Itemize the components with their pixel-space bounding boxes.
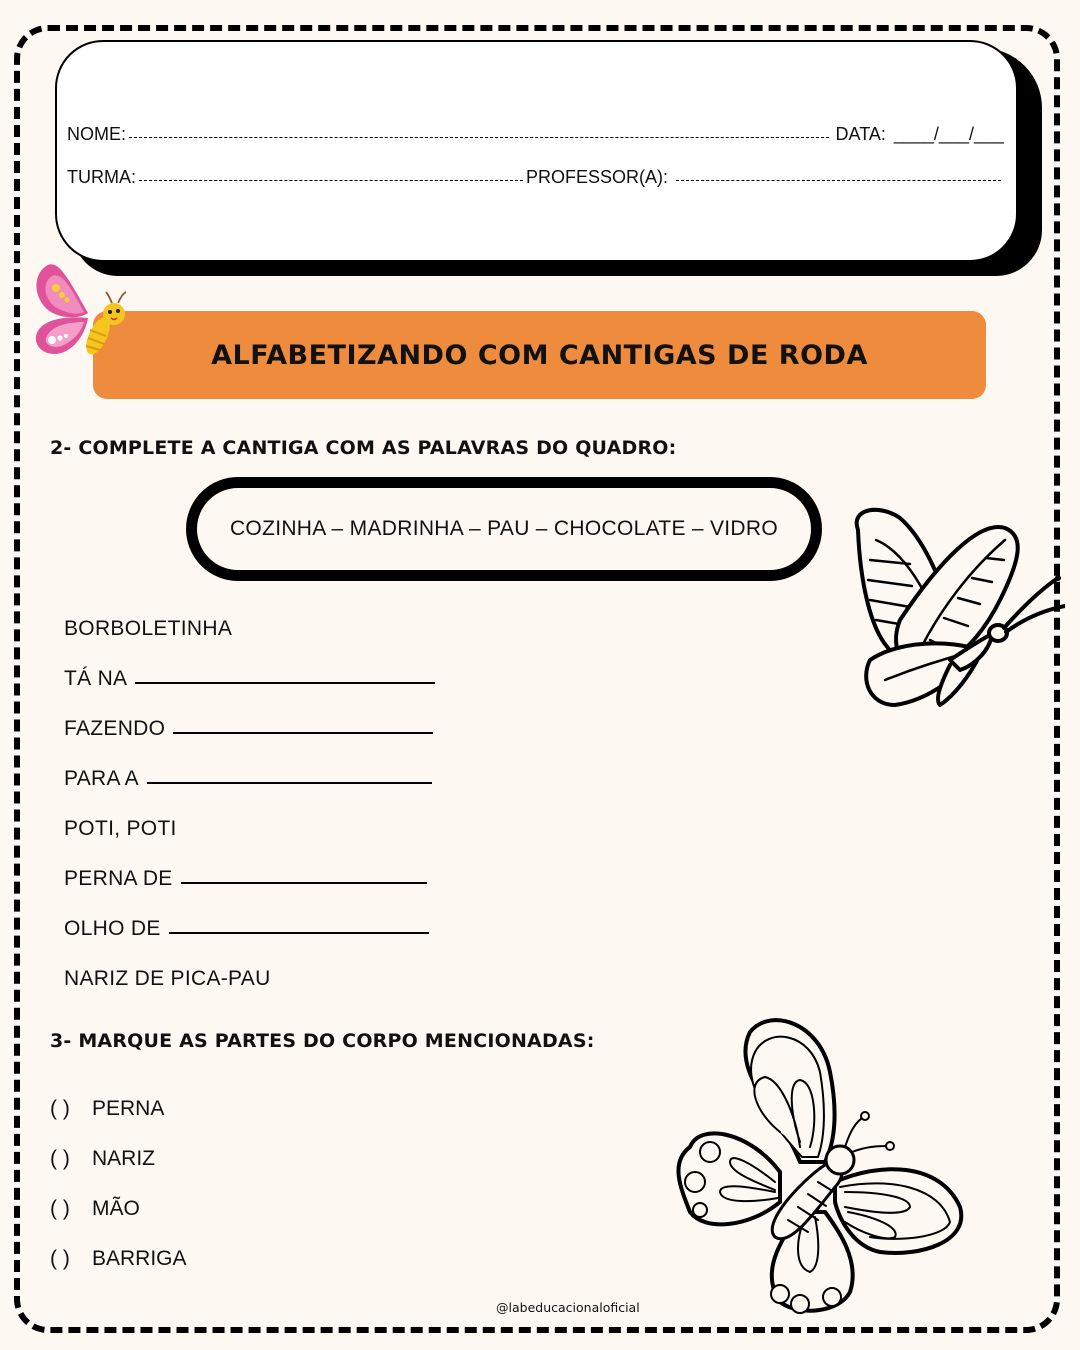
option-label: NARIZ	[92, 1147, 155, 1170]
checkbox[interactable]: ( )	[50, 1197, 70, 1220]
top-butterfly-icon	[660, 1012, 975, 1317]
lyric-line: OLHO DE	[64, 917, 429, 941]
blank-answer-field[interactable]	[181, 882, 427, 884]
title-banner	[93, 311, 986, 399]
word-bank-text: COZINHA – MADRINHA – PAU – CHOCOLATE – VIDRO	[229, 517, 779, 540]
name-field[interactable]	[129, 137, 829, 138]
checkbox-option[interactable]	[50, 1097, 164, 1121]
option-label: MÃO	[92, 1197, 140, 1220]
date-label: DATA:	[835, 124, 886, 144]
checkbox[interactable]: ( )	[50, 1097, 70, 1120]
lyric-line: POTI, POTI	[64, 817, 177, 840]
teacher-field[interactable]	[676, 180, 1001, 181]
class-teacher-row	[67, 167, 1004, 188]
page-title: ALFABETIZANDO COM CANTIGAS DE RODA	[211, 339, 868, 371]
checkbox-option[interactable]	[50, 1197, 140, 1221]
class-label: TURMA:	[67, 167, 136, 187]
date-field[interactable]: ____/___/___	[893, 124, 1004, 144]
question-2-prompt: 2- COMPLETE A CANTIGA COM AS PALAVRAS DO QUADRO:	[50, 437, 677, 459]
blank-answer-field[interactable]	[135, 682, 435, 684]
footer-handle: @labeducacionaloficial	[496, 1300, 640, 1315]
class-field[interactable]	[139, 180, 523, 181]
side-butterfly-icon	[840, 500, 1065, 725]
lyric-line: TÁ NA	[64, 667, 435, 691]
teacher-label: PROFESSOR(A):	[526, 167, 669, 187]
checkbox-option[interactable]	[50, 1247, 187, 1271]
lyric-line: NARIZ DE PICA-PAU	[64, 967, 271, 990]
checkbox[interactable]: ( )	[50, 1147, 70, 1170]
name-label: NOME:	[67, 124, 127, 144]
header-card	[55, 40, 1018, 262]
checkbox[interactable]: ( )	[50, 1247, 70, 1270]
blank-answer-field[interactable]	[147, 782, 432, 784]
cute-butterfly-icon	[28, 258, 138, 368]
lyric-line: PERNA DE	[64, 867, 427, 891]
word-bank-box	[186, 477, 822, 581]
blank-answer-field[interactable]	[169, 932, 429, 934]
question-3-prompt: 3- MARQUE AS PARTES DO CORPO MENCIONADAS:	[50, 1030, 595, 1052]
name-date-row	[67, 124, 1004, 145]
lyric-line: PARA A	[64, 767, 432, 791]
checkbox-option[interactable]	[50, 1147, 155, 1171]
lyric-line: FAZENDO	[64, 717, 433, 741]
blank-answer-field[interactable]	[173, 732, 433, 734]
option-label: BARRIGA	[92, 1247, 187, 1270]
lyric-line: BORBOLETINHA	[64, 617, 233, 640]
option-label: PERNA	[92, 1097, 165, 1120]
